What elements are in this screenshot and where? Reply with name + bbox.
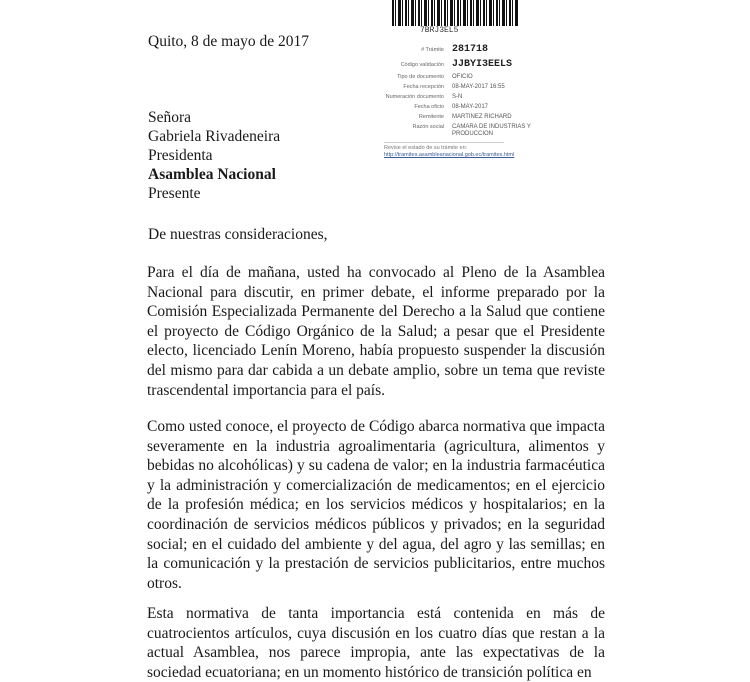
stamp-label: Numeración documento [385,94,444,100]
stamp-row-numeracion [384,94,564,101]
stamp-label: Fecha recepción [403,84,444,90]
stamp-row-tramite [384,44,564,56]
stamp-value: JJBYI3EELS [452,59,513,70]
stamp-row-codigo [384,59,564,71]
stamp-link[interactable]: http://tramites.asambleanacional.gob.ec/tramites.html [384,152,515,158]
stamp-label: # Trámite [421,47,444,53]
stamp-value: 281718 [452,44,489,55]
recipient-presente: Presente [148,185,201,202]
letter-greeting: De nuestras consideraciones, [148,226,328,243]
reception-stamp [384,44,564,159]
stamp-value: MARTINEZ RICHARD [452,114,512,120]
stamp-row-remitente [384,114,564,121]
recipient-block [148,108,280,203]
stamp-note: Revise el estado de su trámite en: [384,142,504,152]
stamp-label: Fecha oficio [414,104,444,110]
stamp-label: Remitente [418,114,444,120]
body-paragraph: Para el día de mañana, usted ha convocado al Pleno de la Asamblea Nacional para discutir, en primer debate, el informe preparado por la Comisión Especializada Permanente del Derecho a la Salud que contiene el proyecto de Código Orgánico de la Salud; a pesar que el Presidente electo, licenciado Lenín Moreno, había propuesto suspender la discusión del mismo para dar cabida a un debate amplio, sobre un tema que reviste trascendental importancia para el país. [147,264,605,399]
stamp-value: OFICIO [452,74,473,80]
recipient-title: Presidenta [148,147,213,164]
stamp-value: CAMARA DE INDUSTRIAS Y PRODUCCION [452,124,531,137]
letter-date: Quito, 8 de mayo de 2017 [148,33,310,50]
barcode-number: 7BRJ3EL5 [420,26,459,35]
stamp-row-razon-social [384,124,564,138]
stamp-value: S-N [452,94,463,100]
body-paragraph: Esta normativa de tanta importancia está contenida en más de cuatrocientos artículos, cuya discusión en los cuatro días que restan a la actual Asamblea, nos parece impropia, ante las expectativas de la sociedad ecuatoriana; en un momento histórico de transición política en [147,605,605,681]
body-paragraph: Como usted conoce, el proyecto de Código abarca normativa que impacta severamente en la industria agroalimentaria (agricultura, alimentos y bebidas no alcohólicas) y su cadena de valor; en la industria farmacéutica y la administración y comercialización de medicamentos; en el ejercicio de la profesión médica; en los servicios médicos y hospitalarios; en la coordinación de servicios médicos públicos y privados; en la seguridad social; en el cuidado del ambiente y del agua, del agro y las semillas; en la comunicación y la prestación de servicios publicitarios, entre muchos otros. [147,418,605,592]
stamp-value: 08-MAY-2017 [452,104,489,110]
stamp-label: Razón social [412,124,444,130]
stamp-row-tipo [384,74,564,81]
stamp-label: Código validación [400,62,444,68]
stamp-row-fecha-oficio [384,104,564,111]
barcode [392,0,518,26]
stamp-label: Tipo de documento [397,74,444,80]
stamp-value: 08-MAY-2017 16:55 [452,84,505,90]
recipient-name: Gabriela Rivadeneira [148,128,281,145]
recipient-institution: Asamblea Nacional [148,166,276,183]
stamp-row-fecha-recepcion [384,84,564,91]
recipient-salutation: Señora [148,109,192,126]
